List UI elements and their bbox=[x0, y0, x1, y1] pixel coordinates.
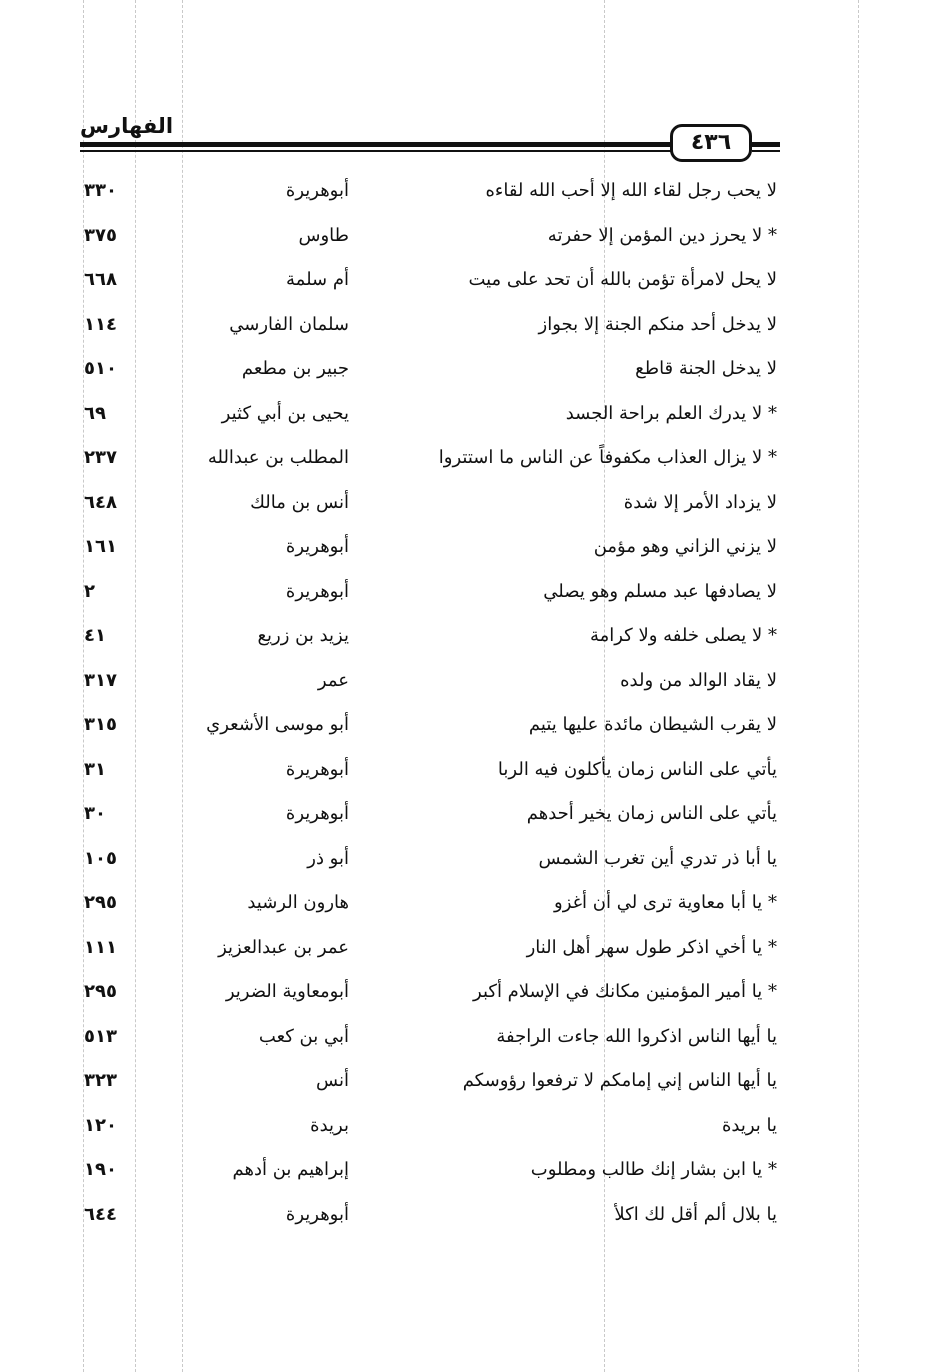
page-reference: ٢٩٥ bbox=[84, 892, 117, 913]
index-row bbox=[0, 973, 945, 1018]
header-rule bbox=[80, 142, 672, 147]
hadith-text: لا يقاد الوالد من ولده bbox=[620, 669, 777, 691]
narrator-name: أم سلمة bbox=[286, 269, 349, 290]
index-row bbox=[0, 1196, 945, 1241]
page-number: ٤٣٦ bbox=[670, 124, 752, 162]
hadith-text: * لا يزال العذاب مكفوفاً عن الناس ما استتروا bbox=[438, 447, 777, 468]
page-reference: ٦٦٨ bbox=[84, 269, 117, 290]
hadith-text: لا يدخل أحد منكم الجنة إلا بجواز bbox=[538, 313, 777, 335]
page-reference: ١٢٠ bbox=[84, 1114, 117, 1136]
index-row bbox=[0, 751, 945, 796]
index-row bbox=[0, 1151, 945, 1196]
hadith-text: * يا أبا معاوية ترى لي أن أغزو bbox=[554, 892, 777, 913]
narrator-name: عمر بن عبدالعزيز bbox=[218, 936, 349, 958]
narrator-name: أبو موسى الأشعري bbox=[206, 714, 349, 735]
index-row bbox=[0, 573, 945, 618]
narrator-name: أبومعاوية الضرير bbox=[225, 981, 349, 1002]
narrator-name: يزيد بن زريع bbox=[257, 625, 349, 646]
header-rule bbox=[752, 150, 780, 152]
index-row bbox=[0, 484, 945, 529]
page-reference: ٣٢٣ bbox=[84, 1070, 117, 1091]
index-row bbox=[0, 217, 945, 262]
index-row bbox=[0, 395, 945, 440]
narrator-name: هارون الرشيد bbox=[247, 892, 349, 913]
page-reference: ٦٩ bbox=[84, 402, 106, 424]
hadith-text: لا يدخل الجنة قاطع bbox=[635, 358, 777, 379]
hadith-text: يا أبا ذر تدري أين تغرب الشمس bbox=[538, 847, 777, 869]
header-rule bbox=[80, 150, 672, 152]
narrator-name: أبوهريرة bbox=[285, 580, 349, 602]
hadith-text: * يا أخي اذكر طول سهر أهل النار bbox=[526, 936, 777, 958]
page-reference: ٣٧٥ bbox=[84, 224, 117, 246]
page-reference: ٦٤٨ bbox=[84, 491, 117, 513]
page-reference: ١٩٠ bbox=[84, 1159, 117, 1180]
narrator-name: أبوهريرة bbox=[285, 758, 349, 780]
narrator-name: بريدة bbox=[310, 1114, 349, 1136]
page-reference: ٣١٧ bbox=[84, 669, 117, 691]
index-row bbox=[0, 350, 945, 395]
page-reference: ٣١ bbox=[84, 758, 106, 780]
hadith-text: يأتي على الناس زمان يخير أحدهم bbox=[526, 803, 777, 824]
narrator-name: سلمان الفارسي bbox=[229, 313, 349, 335]
page-reference: ١١١ bbox=[84, 936, 117, 958]
hadith-text: لا يزداد الأمر إلا شدة bbox=[623, 491, 777, 513]
hadith-index-list bbox=[0, 172, 945, 1240]
narrator-name: أبوهريرة bbox=[285, 536, 349, 557]
hadith-text: لا يصادفها عبد مسلم وهو يصلي bbox=[543, 580, 777, 602]
page-reference: ١٦١ bbox=[84, 536, 117, 557]
narrator-name: أبو ذر bbox=[307, 847, 349, 869]
page-reference: ٤١ bbox=[84, 625, 106, 646]
index-row bbox=[0, 840, 945, 885]
page-reference: ١٠٥ bbox=[84, 847, 117, 869]
narrator-name: أنس bbox=[316, 1070, 349, 1091]
narrator-name: عمر bbox=[317, 669, 349, 691]
index-row bbox=[0, 929, 945, 974]
hadith-text: * لا يصلى خلفه ولا كرامة bbox=[589, 625, 777, 646]
narrator-name: أبوهريرة bbox=[285, 1203, 349, 1225]
hadith-text: * لا يحرز دين المؤمن إلا حفرته bbox=[547, 224, 777, 246]
page-reference: ٣٠ bbox=[84, 803, 106, 824]
index-row bbox=[0, 261, 945, 306]
narrator-name: أنس بن مالك bbox=[250, 491, 349, 513]
hadith-text: * يا أمير المؤمنين مكانك في الإسلام أكبر bbox=[473, 981, 777, 1002]
narrator-name: يحيى بن أبي كثير bbox=[221, 402, 349, 424]
page-reference: ٥١٠ bbox=[84, 358, 117, 379]
narrator-name: إبراهيم بن أدهم bbox=[232, 1159, 349, 1180]
header-rule bbox=[752, 142, 780, 147]
hadith-text: * يا ابن بشار إنك طالب ومطلوب bbox=[530, 1159, 777, 1180]
hadith-text: يا أيها الناس إني إمامكم لا ترفعوا رؤوسكم bbox=[462, 1070, 777, 1091]
index-row bbox=[0, 795, 945, 840]
hadith-text: لا يحل لامرأة تؤمن بالله أن تحد على ميت bbox=[468, 269, 777, 290]
hadith-text: يا أيها الناس اذكروا الله جاءت الراجفة bbox=[496, 1025, 777, 1047]
narrator-name: أبوهريرة bbox=[285, 180, 349, 201]
index-row bbox=[0, 528, 945, 573]
index-row bbox=[0, 439, 945, 484]
page-reference: ٢ bbox=[84, 580, 95, 602]
index-row bbox=[0, 617, 945, 662]
section-title: الفهارس bbox=[80, 114, 174, 138]
page-reference: ٢٩٥ bbox=[84, 981, 117, 1002]
index-row bbox=[0, 306, 945, 351]
index-row bbox=[0, 1062, 945, 1107]
index-row bbox=[0, 884, 945, 929]
narrator-name: أبوهريرة bbox=[285, 803, 349, 824]
index-row bbox=[0, 1018, 945, 1063]
page-reference: ٣٣٠ bbox=[84, 180, 117, 201]
narrator-name: أبي بن كعب bbox=[258, 1025, 349, 1047]
hadith-text: يا بلال ألم أقل لك اكلأ bbox=[614, 1203, 777, 1225]
page-reference: ١١٤ bbox=[84, 313, 117, 335]
index-row bbox=[0, 662, 945, 707]
page-reference: ٥١٣ bbox=[84, 1025, 117, 1047]
hadith-text: يا بريدة bbox=[721, 1114, 777, 1136]
hadith-text: لا يحب رجل لقاء الله إلا أحب الله لقاءه bbox=[485, 180, 777, 201]
page-reference: ٢٣٧ bbox=[84, 447, 117, 468]
index-row bbox=[0, 172, 945, 217]
narrator-name: طاوس bbox=[298, 224, 349, 246]
hadith-text: لا يقرب الشيطان مائدة عليها يتيم bbox=[528, 714, 777, 735]
index-row bbox=[0, 706, 945, 751]
hadith-text: لا يزني الزاني وهو مؤمن bbox=[593, 536, 777, 557]
narrator-name: جبير بن مطعم bbox=[241, 358, 349, 379]
hadith-text: * لا يدرك العلم براحة الجسد bbox=[565, 402, 777, 424]
narrator-name: المطلب بن عبدالله bbox=[207, 447, 349, 468]
hadith-text: يأتي على الناس زمان يأكلون فيه الربا bbox=[497, 758, 777, 780]
page-reference: ٣١٥ bbox=[84, 714, 117, 735]
page-reference: ٦٤٤ bbox=[84, 1203, 117, 1225]
page-header bbox=[80, 110, 780, 170]
index-row bbox=[0, 1107, 945, 1152]
